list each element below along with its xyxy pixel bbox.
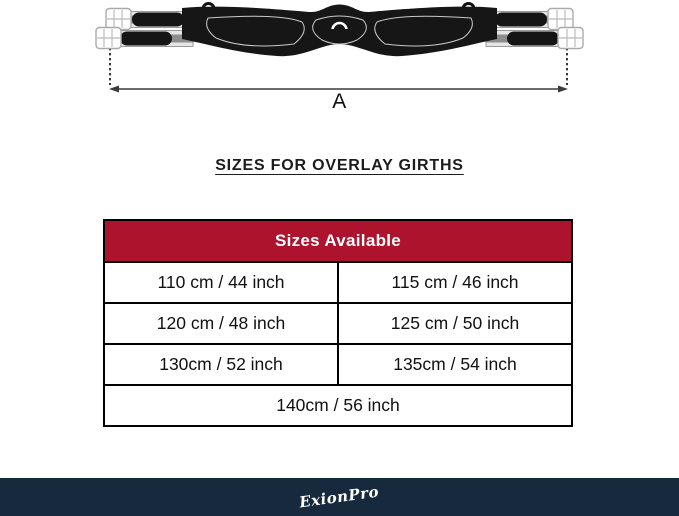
sizes-table [103,219,573,427]
table-header-row [104,220,572,262]
size-cell: 130cm / 52 inch [104,344,338,385]
table-row [104,385,572,426]
page-title-text: SIZES FOR OVERLAY GIRTHS [215,157,464,174]
table-row [104,344,572,385]
size-cell: 140cm / 56 inch [104,385,572,426]
footer-brand-bar [0,478,679,516]
size-cell: 135cm / 54 inch [338,344,572,385]
size-cell: 120 cm / 48 inch [104,303,338,344]
size-cell: 125 cm / 50 inch [338,303,572,344]
size-cell: 110 cm / 44 inch [104,262,338,303]
measurement-dotted-lines [110,48,567,85]
measurement-label-a: A [332,90,347,113]
size-cell: 115 cm / 46 inch [338,262,572,303]
table-row [104,262,572,303]
page-title [0,157,679,175]
table-row [104,303,572,344]
table-header-cell: Sizes Available [104,220,572,262]
brand-logo: ExionPro [298,482,381,512]
